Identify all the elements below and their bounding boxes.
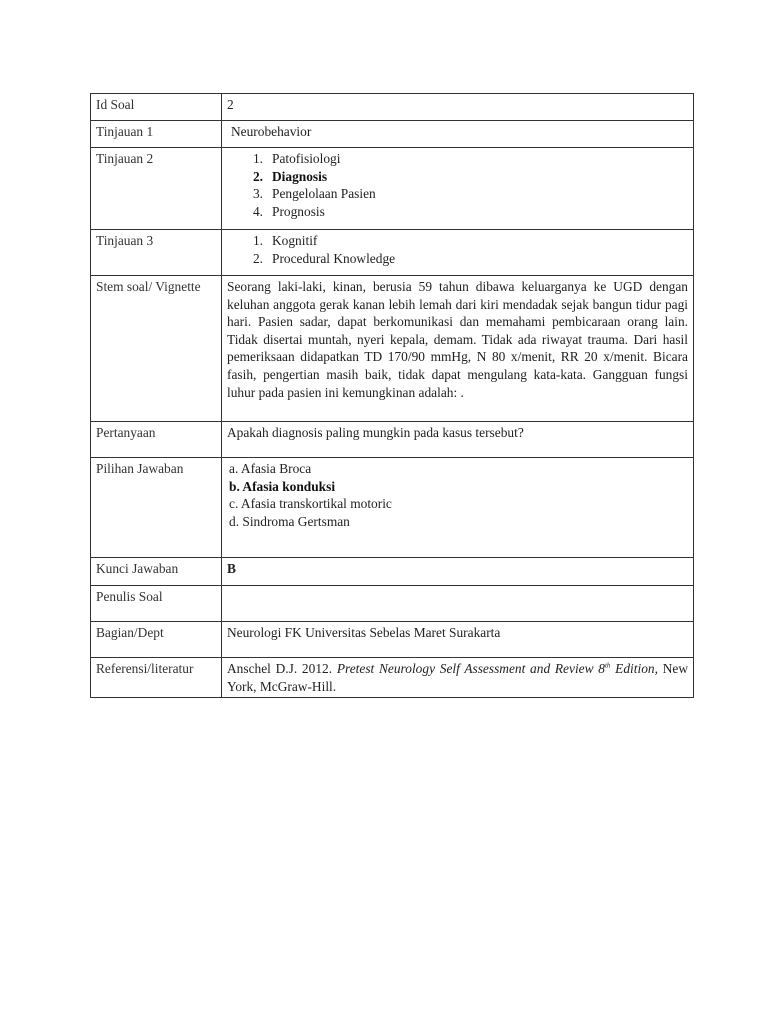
value-bagian-dept: Neurologi FK Universitas Sebelas Maret Surakarta	[222, 622, 694, 658]
row-bagian-dept	[91, 622, 694, 658]
label-referensi: Referensi/literatur	[91, 658, 222, 698]
ref-author: Anschel D.J. 2012.	[227, 661, 333, 676]
label-penulis-soal: Penulis Soal	[91, 586, 222, 622]
row-tinjauan-2	[91, 148, 694, 230]
list-item: 2. Procedural Knowledge	[252, 250, 396, 266]
value-pertanyaan: Apakah diagnosis paling mungkin pada kasus tersebut?	[222, 422, 694, 458]
answer-option: b. Afasia konduksi	[229, 478, 336, 494]
row-pertanyaan	[91, 422, 694, 458]
label-pertanyaan: Pertanyaan	[91, 422, 222, 458]
label-tinjauan-1: Tinjauan 1	[91, 121, 222, 148]
question-table	[90, 93, 694, 698]
row-tinjauan-1	[91, 121, 694, 148]
answer-option: c. Afasia transkortikal motoric	[229, 496, 392, 512]
label-id-soal: Id Soal	[91, 94, 222, 121]
row-referensi	[91, 658, 694, 698]
row-pilihan-jawaban	[91, 458, 694, 558]
tinjauan-3-list	[227, 232, 688, 267]
answer-option: a. Afasia Broca	[229, 461, 312, 476]
value-stem: Seorang laki-laki, kinan, berusia 59 tahun dibawa keluarganya ke UGD dengan keluhan anggota gerak kanan lebih lemah dari kiri mendadak sejak bangun tidur pagi hari. Pasien sadar, dapat berkomunikasi dan memahami pembicaraan orang lain. Tidak disertai muntah, nyeri kepala, demam. Tidak ada riwayat trauma. Dari hasil pemeriksaan didapatkan TD 170/90 mmHg, N 80 x/menit, RR 20 x/menit. Bicara fasih, pengertian masih baik, tidak dapat mengulang kata-kata. Gangguan fungsi luhur pada pasien ini kemungkinan adalah: .	[222, 276, 694, 422]
value-id-soal: 2	[222, 94, 694, 121]
label-kunci-jawaban: Kunci Jawaban	[91, 558, 222, 586]
list-item: 4. Prognosis	[252, 203, 325, 219]
ref-publisher: New York, McGraw-Hill.	[227, 661, 688, 694]
ref-title: Pretest Neurology Self Assessment and Review 8	[336, 661, 605, 676]
label-pilihan-jawaban: Pilihan Jawaban	[91, 458, 222, 558]
label-bagian-dept: Bagian/Dept	[91, 622, 222, 658]
value-tinjauan-1: Neurobehavior	[231, 124, 312, 139]
label-tinjauan-3: Tinjauan 3	[91, 230, 222, 276]
list-item: 1. Patofisiologi	[252, 151, 341, 166]
value-penulis-soal	[222, 586, 694, 622]
row-kunci-jawaban	[91, 558, 694, 586]
tinjauan-2-list	[227, 150, 688, 220]
value-kunci-jawaban: B	[222, 558, 694, 586]
answer-option: d. Sindroma Gertsman	[229, 513, 350, 529]
list-item: 2. Diagnosis	[252, 168, 328, 184]
row-stem	[91, 276, 694, 422]
ref-edition: Edition,	[615, 661, 658, 676]
label-tinjauan-2: Tinjauan 2	[91, 148, 222, 230]
row-id-soal	[91, 94, 694, 121]
ref-sup: th	[604, 661, 611, 670]
row-penulis-soal	[91, 586, 694, 622]
list-item: 1. Kognitif	[252, 233, 318, 248]
row-tinjauan-3	[91, 230, 694, 276]
label-stem: Stem soal/ Vignette	[91, 276, 222, 422]
list-item: 3. Pengelolaan Pasien	[252, 186, 376, 202]
value-referensi	[222, 658, 694, 698]
